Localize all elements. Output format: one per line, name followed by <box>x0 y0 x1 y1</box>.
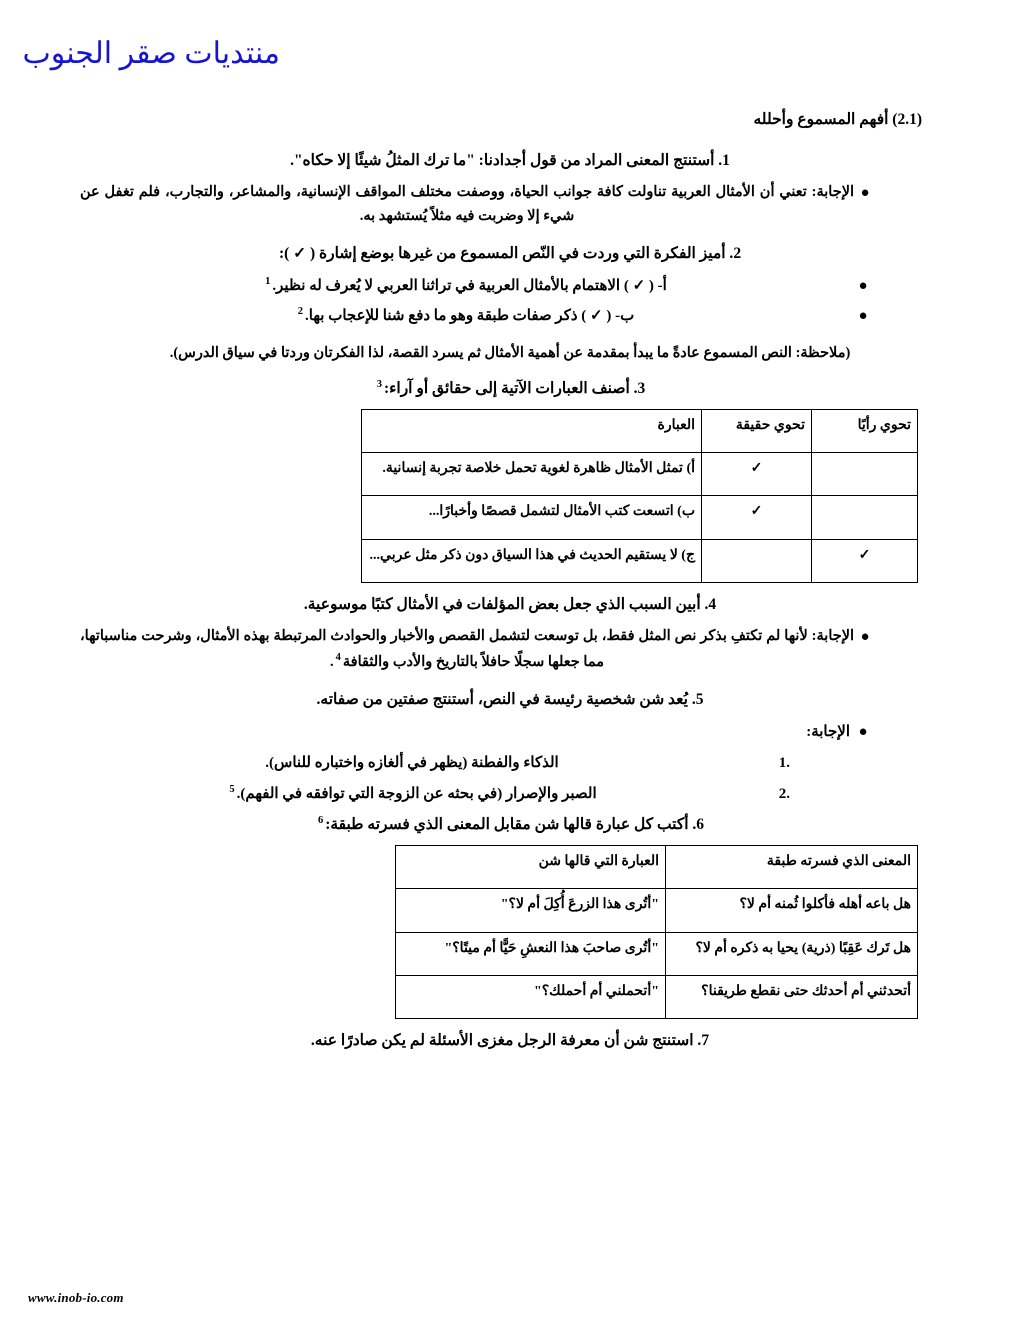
footnote-ref-6: 6 <box>317 814 324 826</box>
question-5: 5. يُعد شن شخصية رئيسة في النص، أستنتج صفتين من صفاته. <box>316 690 704 708</box>
cell-fact: ✓ <box>702 453 812 496</box>
cell-opinion <box>812 453 918 496</box>
answer-4-text: الإجابة: لأنها لم تكتفِ بذكر نص المثل فقط، بل توسعت لتشمل القصص والأخبار والحوادث المرتبطة بهذه الأمثال، وشرحت مناسباتها، مما جعلها سجلًا حافلاً بالتاريخ والأدب والثقافة <box>80 628 854 670</box>
question-3-text: 3. أصنف العبارات الآتية إلى حقائق أو آراء: <box>383 379 646 397</box>
bullet-icon: ● <box>858 278 868 295</box>
classification-table <box>361 409 918 583</box>
table-two-container <box>80 845 940 1019</box>
cell-meaning: أتحدثني أم أحدثك حتى نقطع طريقنا؟ <box>666 975 918 1018</box>
footnote-ref-1: 1 <box>265 276 271 288</box>
answer-5-label-text: الإجابة: <box>806 723 850 740</box>
question-7: 7. استنتج شن أن معرفة الرجل مغزى الأسئلة لم يكن صادرًا عنه. <box>310 1032 710 1050</box>
answer-4 <box>80 625 940 674</box>
question-3 <box>80 377 940 401</box>
answer-2-b-line <box>80 304 850 328</box>
answer-5-point-1 <box>80 751 940 775</box>
bullet-icon: ● <box>858 723 868 740</box>
bullet-icon: ● <box>860 185 870 202</box>
bullet-icon: ● <box>858 308 868 325</box>
cell-opinion <box>812 496 918 539</box>
cell-said: "أتحملني أم أحملك؟" <box>396 975 666 1018</box>
table-row <box>396 889 918 932</box>
answer-2-a-text: أ- ( ✓ ) الاهتمام بالأمثال العربية في تراثنا العربي لا يُعرف له نظير. <box>272 278 667 295</box>
point-marker: 1. <box>778 754 790 771</box>
answer-1-text: الإجابة: تعني أن الأمثال العربية تناولت كافة جوانب الحياة، ووصفت مختلف المواقف الإنسانية، والمشاعر، والتجارب، فلم تغفل عن شيء إلا وضربت فيه مثلاً يُستشهد به. <box>80 184 854 224</box>
section-title: (2.1) أفهم المسموع وأحلله <box>753 111 922 128</box>
cell-statement: أ) تمثل الأمثال ظاهرة لغوية تحمل خلاصة تجربة إنسانية. <box>362 453 702 496</box>
statements-meanings-table <box>395 845 918 1019</box>
header-meaning: المعنى الذي فسرته طبقة <box>666 846 918 889</box>
table-header-row <box>396 846 918 889</box>
document-content <box>80 108 940 1061</box>
site-header <box>22 36 280 71</box>
table-row <box>396 975 918 1018</box>
footnote-ref-3: 3 <box>376 378 382 390</box>
cell-statement: ب) اتسعت كتب الأمثال لتشمل قصصًا وأخبارًا... <box>362 496 702 539</box>
answer-2-a-line <box>80 274 850 298</box>
question-4: 4. أبين السبب الذي جعل بعض المؤلفات في الأمثال كتبًا موسوعية. <box>303 596 717 614</box>
table-row <box>362 496 918 539</box>
table-row <box>362 453 918 496</box>
cell-said: "أتُرى هذا الزرعَ أُكِلَ أم لا؟" <box>396 889 666 932</box>
cell-statement: ج) لا يستقيم الحديث في هذا السياق دون ذكر مثل عربي... <box>362 539 702 582</box>
answer-5-label <box>80 720 940 744</box>
footnote-ref-5: 5 <box>229 783 235 795</box>
question-1: 1. أستنتج المعنى المراد من قول أجدادنا: "ما ترك المثلُ شيئًا إلا حكاه". <box>290 152 730 170</box>
answer-2-b-text: ب- ( ✓ ) ذكر صفات طبقة وهو ما دفع شنا للإعجاب بها. <box>305 308 635 325</box>
question-2: 2. أميز الفكرة التي وردت في النّص المسموع من غيرها بوضع إشارة ( ✓ ): <box>278 245 742 263</box>
answer-1 <box>80 181 940 228</box>
header-opinion: تحوي رأيًا <box>812 409 918 452</box>
cell-meaning: هل باعه أهله فأكلوا ثُمنه أم لا؟ <box>666 889 918 932</box>
header-fact: تحوي حقيقة <box>702 409 812 452</box>
cell-opinion: ✓ <box>812 539 918 582</box>
note-text: (ملاحظة: النص المسموع عادةً ما يبدأ بمقدمة عن أهمية الأمثال ثم يسرد القصة، لذا الفكرتان وردتا في سياق الدرس). <box>169 345 851 362</box>
site-title: منتديات صقر الجنوب <box>22 37 280 70</box>
point-text: الذكاء والفطنة (يظهر في ألغازه واختباره للناس). <box>265 754 559 771</box>
cell-said: "أتُرى صاحبَ هذا النعشِ حَيًّا أم ميتًا؟" <box>396 932 666 975</box>
answer-2-a <box>80 274 940 298</box>
question-6 <box>80 813 940 837</box>
cell-fact: ✓ <box>702 496 812 539</box>
cell-meaning: هل تَرك عَقِبًا (ذرية) يحيا به ذكره أم لا؟ <box>666 932 918 975</box>
header-statement: العبارة <box>362 409 702 452</box>
table-row <box>396 932 918 975</box>
footnote-ref-2: 2 <box>297 306 304 318</box>
answer-4-line: الإجابة: لأنها لم تكتفِ بذكر نص المثل فقط، بل توسعت لتشمل القصص والأخبار والحوادث المرتبطة بهذه الأمثال، وشرحت مناسباتها، مما جعلها سجلًا حافلاً بالتاريخ والأدب والثقافة$^4$. <box>80 628 854 670</box>
table-row <box>362 539 918 582</box>
point-text: الصبر والإصرار (في بحثه عن الزوجة التي توافقه في الفهم). <box>236 785 597 802</box>
cell-fact <box>702 539 812 582</box>
table-header-row <box>362 409 918 452</box>
footnote-ref-4: 4 <box>335 651 341 663</box>
bullet-icon: ● <box>860 629 870 646</box>
point-text-line <box>80 782 744 806</box>
header-said: العبارة التي قالها شن <box>396 846 666 889</box>
question-6-text: 6. أكتب كل عبارة قالها شن مقابل المعنى الذي فسرته طبقة: <box>325 816 705 834</box>
table-one-container <box>80 409 940 583</box>
answer-5-point-2 <box>80 782 940 806</box>
footer-watermark: www.inob-io.com <box>28 1290 124 1305</box>
point-marker: 2. <box>778 785 790 802</box>
answer-2-b <box>80 304 940 328</box>
